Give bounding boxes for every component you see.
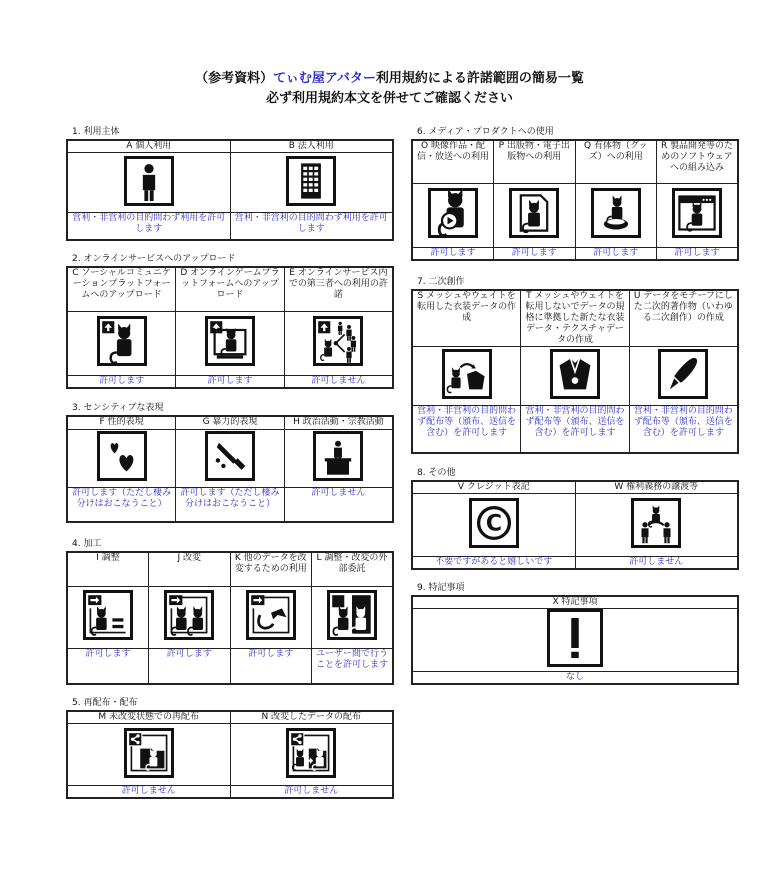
result-row xyxy=(412,247,738,260)
header-row xyxy=(67,140,393,153)
column-header: B 法人利用 xyxy=(230,140,393,153)
column-header: V クレジット表記 xyxy=(412,481,575,494)
header-row xyxy=(67,267,393,311)
icon-cell xyxy=(230,724,393,786)
permission-result: 許可しません xyxy=(230,786,393,799)
result-row xyxy=(67,487,393,522)
column-header: C ソーシャルコミュニケーションプラットフォームへのアップロード xyxy=(67,267,176,311)
permission-result: 営利・非営利の目的問わず利用を許可します xyxy=(230,213,393,240)
section-6 xyxy=(411,126,739,261)
result-row xyxy=(67,648,393,684)
section-label: 2. オンラインサービスへのアップロード xyxy=(72,254,236,264)
license-table xyxy=(411,289,739,454)
column-header: U データをモチーフにした二次的著作物（いわゆる二次創作）の作成 xyxy=(629,290,738,347)
modify-icon xyxy=(164,590,214,640)
icon-row xyxy=(412,183,738,247)
license-table xyxy=(411,595,739,685)
exclamation-icon xyxy=(547,609,603,667)
permission-result: 許可します xyxy=(575,247,657,260)
document-subtitle: 必ず利用規約本文を併せてご確認ください xyxy=(265,91,513,106)
section-5 xyxy=(66,697,394,799)
permission-result: 許可しません xyxy=(575,557,738,570)
icon-row xyxy=(412,347,738,406)
permission-result: ユーザー間で行うことを許可します xyxy=(312,648,394,684)
license-table xyxy=(66,551,394,685)
header-row xyxy=(412,140,738,183)
icon-row xyxy=(412,609,738,672)
permission-result: 許可しません xyxy=(284,375,393,388)
icon-cell xyxy=(629,347,738,406)
permission-result: 許可します xyxy=(149,648,231,684)
section-label: 6. メディア・プロダクトへの使用 xyxy=(417,127,554,137)
clothing-icon xyxy=(550,349,600,399)
icon-cell xyxy=(312,586,394,648)
column-header: L 調整・改変の外部委託 xyxy=(312,552,394,586)
header-row xyxy=(412,290,738,347)
column-header: W 権利義務の譲渡等 xyxy=(575,481,738,494)
copyright-icon xyxy=(469,498,519,548)
column-header: K 他のデータを改変するための利用 xyxy=(230,552,312,586)
permission-result: 許可しません xyxy=(284,487,393,522)
document-title xyxy=(0,67,779,86)
license-table xyxy=(66,710,394,799)
column-header: A 個人利用 xyxy=(67,140,230,153)
permission-result: 許可します xyxy=(67,375,176,388)
icon-row xyxy=(412,494,738,557)
header-row xyxy=(67,711,393,724)
adjust-icon xyxy=(83,590,133,640)
section-2 xyxy=(66,253,394,389)
pen-icon xyxy=(658,349,708,399)
permission-result: 許可します xyxy=(494,247,576,260)
column-header: R 製品開発等のためのソフトウェアへの組み込み xyxy=(657,140,739,183)
icon-cell xyxy=(176,429,285,487)
icon-cell xyxy=(67,429,176,487)
header-row xyxy=(67,416,393,429)
parts-icon xyxy=(246,590,296,640)
icon-row xyxy=(67,153,393,213)
permission-result: なし xyxy=(412,672,738,685)
permission-result: 許可します xyxy=(412,247,494,260)
column-header: T メッシュやウェイトを転用しないでデータの規格に準拠した新たな衣装データ・テクスチャデータの作成 xyxy=(521,290,630,347)
section-label: 4. 加工 xyxy=(72,539,102,549)
icon-cell xyxy=(67,311,176,375)
icon-cell xyxy=(176,311,285,375)
permission-result: 営利・非営利の目的問わず配布等（頒布、送信を含む）を許可します xyxy=(521,406,630,453)
person-icon xyxy=(124,156,174,206)
permission-result: 許可します（ただし棲み分けはおこなうこと） xyxy=(67,487,176,522)
column-header: H 政治活動・宗教活動 xyxy=(284,416,393,429)
icon-cell xyxy=(67,586,149,648)
upload-avatar-icon xyxy=(97,316,147,366)
column-header: J 改変 xyxy=(149,552,231,586)
license-table xyxy=(66,266,394,389)
header-row xyxy=(412,596,738,609)
column-header: S メッシュやウェイトを転用した衣装データの作成 xyxy=(412,290,521,347)
icon-cell xyxy=(412,494,575,557)
license-table xyxy=(66,415,394,523)
hearts-icon xyxy=(97,431,147,481)
convert-clothing-icon xyxy=(442,349,492,399)
result-row xyxy=(67,786,393,799)
video-icon xyxy=(428,188,478,238)
permission-result: 営利・非営利の目的問わず配布等（頒布、送信を含む）を許可します xyxy=(629,406,738,453)
column-header: D オンラインゲームプラットフォームへのアップロード xyxy=(176,267,285,311)
icon-cell xyxy=(412,347,521,406)
column-header: F 性的表現 xyxy=(67,416,176,429)
column-header: I 調整 xyxy=(67,552,149,586)
permission-result: 許可します xyxy=(657,247,739,260)
result-row xyxy=(67,213,393,240)
knife-icon xyxy=(205,431,255,481)
result-row xyxy=(67,375,393,388)
icon-cell xyxy=(284,429,393,487)
publication-icon xyxy=(509,188,559,238)
column-header: M 未改変状態での再配布 xyxy=(67,711,230,724)
section-label: 3. センシティブな表現 xyxy=(72,403,164,413)
title-prefix: （参考資料） xyxy=(195,71,274,86)
result-row xyxy=(412,557,738,570)
column-header: O 映像作品・配信・放送への利用 xyxy=(412,140,494,183)
svg-text:C: C xyxy=(485,511,502,537)
icon-cell xyxy=(657,183,739,247)
section-label: 1. 利用主体 xyxy=(72,127,120,137)
icon-cell xyxy=(149,586,231,648)
permission-result: 営利・非営利の目的問わず利用を許可します xyxy=(67,213,230,240)
section-8 xyxy=(411,467,739,570)
result-row xyxy=(412,672,738,685)
column-header: G 暴力的表現 xyxy=(176,416,285,429)
figure-icon xyxy=(591,188,641,238)
icon-cell xyxy=(67,724,230,786)
permission-result: 許可しません xyxy=(67,786,230,799)
permission-result: 許可します xyxy=(67,648,149,684)
icon-cell xyxy=(575,494,738,557)
column-header: N 改変したデータの配布 xyxy=(230,711,393,724)
column-header: E オンラインサービス内での第三者への利用の許諾 xyxy=(284,267,393,311)
outsource-icon xyxy=(327,590,377,640)
icon-row xyxy=(67,311,393,375)
permission-result: 許可します（ただし棲み分けはおこなうこと） xyxy=(176,487,285,522)
icon-cell xyxy=(494,183,576,247)
column-header: P 出版物・電子出版物への利用 xyxy=(494,140,576,183)
icon-cell xyxy=(412,609,738,672)
section-9 xyxy=(411,582,739,685)
podium-icon xyxy=(313,431,363,481)
icon-row xyxy=(67,586,393,648)
section-1 xyxy=(66,126,394,241)
section-label: 7. 二次創作 xyxy=(417,277,465,287)
permission-result: 不要ですがあると嬉しいです xyxy=(412,557,575,570)
icon-row xyxy=(67,724,393,786)
building-icon xyxy=(286,156,336,206)
license-table xyxy=(411,139,739,261)
icon-cell xyxy=(575,183,657,247)
result-row xyxy=(412,406,738,453)
permission-result: 営利・非営利の目的問わず配布等（頒布、送信を含む）を許可します xyxy=(412,406,521,453)
header-row xyxy=(67,552,393,586)
header-row xyxy=(412,481,738,494)
permission-result: 許可します xyxy=(176,375,285,388)
column-header: Q 有体物（グッズ）への利用 xyxy=(575,140,657,183)
license-table xyxy=(411,480,739,570)
transfer-icon xyxy=(631,498,681,548)
section-4 xyxy=(66,538,394,685)
section-3 xyxy=(66,402,394,523)
section-label: 5. 再配布・配布 xyxy=(72,698,138,708)
upload-share-icon xyxy=(313,316,363,366)
column-header: X 特記事項 xyxy=(412,596,738,609)
software-icon xyxy=(672,188,722,238)
distribute-modified-icon xyxy=(286,728,336,778)
icon-cell xyxy=(67,153,230,213)
icon-cell xyxy=(412,183,494,247)
brand-name: てぃむ屋アバター xyxy=(273,71,376,86)
icon-cell xyxy=(230,586,312,648)
section-label: 8. その他 xyxy=(417,468,456,478)
license-table xyxy=(66,139,394,241)
section-7 xyxy=(411,276,739,454)
icon-row xyxy=(67,429,393,487)
redistribute-icon xyxy=(124,728,174,778)
icon-cell xyxy=(284,311,393,375)
section-label: 9. 特記事項 xyxy=(417,583,465,593)
upload-monitor-icon xyxy=(205,316,255,366)
icon-cell xyxy=(521,347,630,406)
icon-cell xyxy=(230,153,393,213)
permission-result: 許可します xyxy=(230,648,312,684)
title-suffix: 利用規約による許諾範囲の簡易一覧 xyxy=(375,71,584,86)
